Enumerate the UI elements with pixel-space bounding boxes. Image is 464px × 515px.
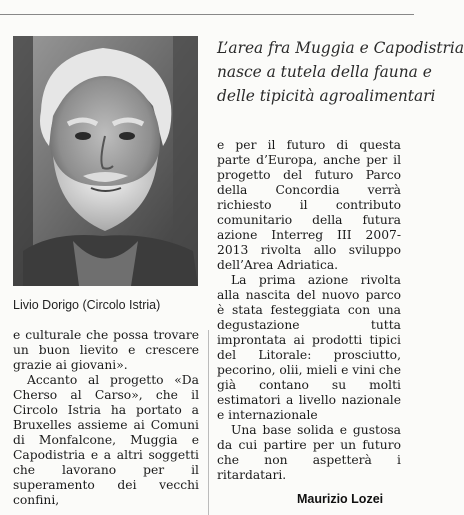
author-byline: Maurizio Lozei [297,492,384,506]
article-column-right [217,138,401,483]
paragraph: La prima azione rivolta alla nascita del nuovo parco è stata festeggiata con una degustazione tutta improntata ai prodotti tipici del Litorale: prosciutto, pecorino, olii, mieli e vini che già contano su molti estimatori a livello nazionale e internazionale [217,273,401,422]
man-portrait-photo [13,36,198,286]
photo-caption: Livio Dorigo (Circolo Istria) [13,298,161,312]
paragraph: Una base solida e gustosa da cui partire per un futuro che non aspetterà i ritardatari. [217,423,401,482]
article-subheading [217,36,464,108]
article-column-left [13,328,199,508]
top-divider [0,14,414,15]
column-divider [208,330,209,515]
subheading-line: nasce a tutela della fauna e [217,63,432,81]
paragraph: e per il futuro di questa parte d’Europa, anche per il progetto del futuro Parco della Concordia verrà richiesto il contributo comunitario della futura azione Interreg III 2007-2013 rivolta allo sviluppo dell’Area Adriatica. [217,138,401,272]
portrait-photo [13,36,198,286]
paragraph: e culturale che possa trovare un buon lievito e crescere grazie ai giovani». [13,328,199,372]
subheading-line: L’area fra Muggia e Capodistria [217,39,464,57]
subheading-line: delle tipicità agroalimentari [217,87,436,105]
paragraph: Accanto al progetto «Da Cherso al Carso», che il Circolo Istria ha portato a Bruxelles assieme ai Comuni di Monfalcone, Muggia e Capodistria e a altri soggetti che lavorano per il superamento dei vecchi confini, [13,373,199,507]
